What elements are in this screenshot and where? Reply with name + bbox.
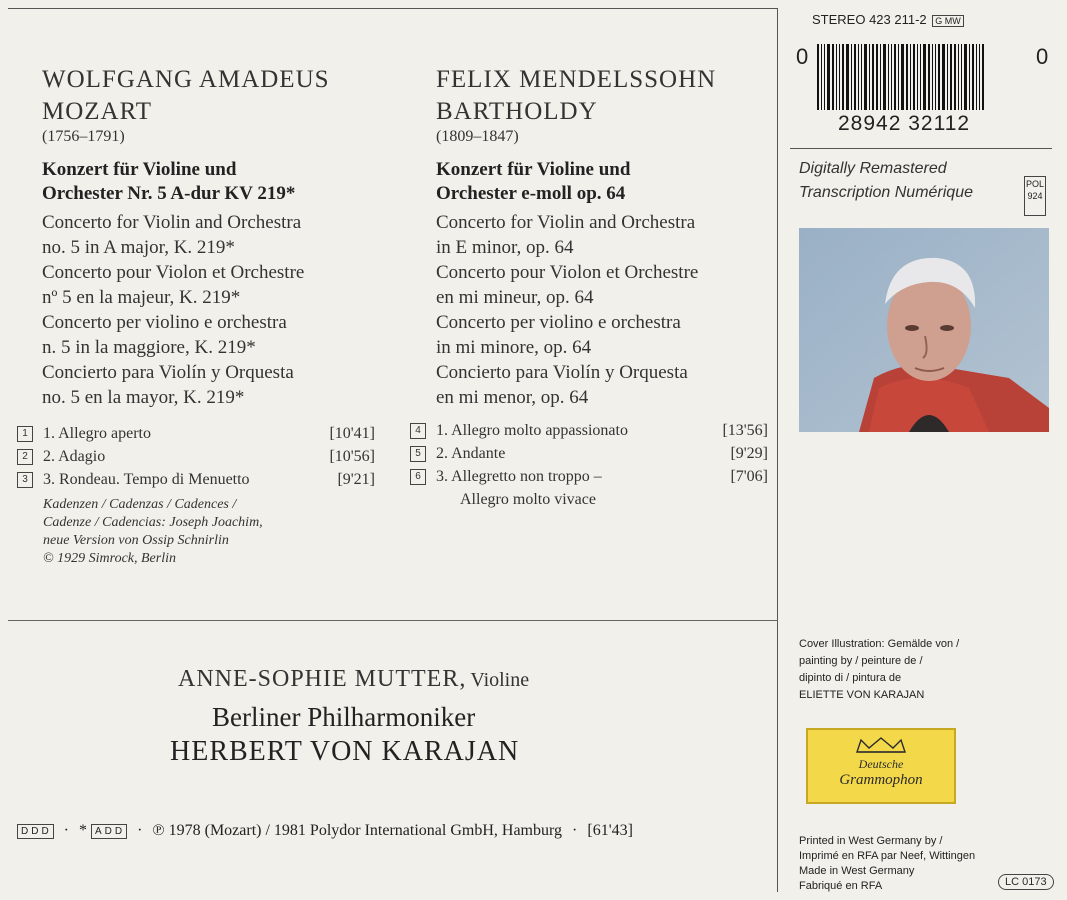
separator: · — [63, 822, 69, 839]
cadenza-line: Kadenzen / Cadenzas / Cadences / — [43, 497, 237, 512]
barcode-bar — [972, 44, 974, 110]
barcode-bar — [827, 44, 830, 110]
asterisk: * — [79, 822, 87, 839]
track-time: [10'41] — [329, 425, 375, 442]
barcode-bar — [883, 44, 886, 110]
cover-credit — [799, 636, 959, 704]
barcode-bar — [854, 44, 856, 110]
barcode-bar — [950, 44, 952, 110]
translation-line: no. 5 in A major, K. 219* — [42, 237, 235, 258]
soloist-instrument: Violine — [470, 669, 530, 691]
barcode-bar — [888, 44, 889, 110]
catalog-number — [812, 12, 964, 27]
composer-dates: (1756–1791) — [42, 128, 125, 145]
track-title: 2. Andante — [436, 445, 506, 462]
track-time: [13'56] — [722, 422, 768, 439]
track-time: [9'29] — [730, 445, 768, 462]
barcode-bar — [969, 44, 970, 110]
barcode-bar — [832, 44, 834, 110]
barcode-bar — [976, 44, 977, 110]
soloist-credit — [178, 666, 529, 693]
catalog-text: STEREO 423 211-2 — [812, 12, 927, 27]
track-row — [17, 423, 375, 445]
crown-icon — [853, 736, 909, 754]
barcode-bar — [923, 44, 926, 110]
copyright-text: ℗ 1978 (Mozart) / 1981 Polydor International GmbH, Hamburg — [152, 822, 563, 839]
barcode-bar — [861, 44, 862, 110]
printed-line: Imprimé en RFA par Neef, Wittingen — [799, 850, 976, 862]
translation-line: in E minor, op. 64 — [436, 237, 574, 258]
composer-name: MOZART — [42, 98, 153, 125]
track-row — [410, 466, 768, 488]
barcode-bar — [869, 44, 870, 110]
barcode-bar — [901, 44, 904, 110]
barcode-bar — [824, 44, 825, 110]
track-title: 2. Adagio — [43, 448, 106, 465]
translation-line: Concerto pour Violon et Orchestre — [436, 262, 699, 283]
barcode-bar — [910, 44, 911, 110]
work-title: Orchester e-moll op. 64 — [436, 183, 626, 204]
work-title: Konzert für Violine und — [42, 159, 237, 180]
translation-line: Concerto for Violin and Orchestra — [436, 212, 696, 233]
remaster-line: Digitally Remastered — [799, 160, 947, 177]
track-row — [410, 420, 768, 442]
catalog-badge: G MW — [932, 15, 964, 27]
track-number-box: 6 — [410, 469, 426, 485]
composer-name: BARTHOLDY — [436, 98, 598, 125]
cover-credit-line: ELIETTE VON KARAJAN — [799, 689, 925, 701]
barcode-bar — [942, 44, 945, 110]
printed-line: Printed in West Germany by / — [799, 835, 943, 847]
barcode-bar — [913, 44, 915, 110]
label-line: Grammophon — [839, 772, 923, 788]
translation-line: en mi mineur, op. 64 — [436, 287, 594, 308]
track-time: [10'56] — [329, 448, 375, 465]
orchestra-name: Berliner Philharmoniker — [212, 702, 476, 732]
track-number-box: 2 — [17, 449, 33, 465]
label-line: Deutsche — [858, 757, 904, 771]
translation-line: no. 5 en la mayor, K. 219* — [42, 387, 245, 408]
translation-line: nº 5 en la majeur, K. 219* — [42, 287, 241, 308]
barcode-bar — [876, 44, 878, 110]
barcode-bar — [880, 44, 881, 110]
track-row — [17, 446, 375, 468]
mozart-work — [42, 158, 304, 410]
section-divider — [8, 620, 778, 621]
barcode-image — [817, 44, 1013, 110]
remaster-line: Transcription Numérique — [799, 184, 973, 201]
track-title: 1. Allegro molto appassionato — [436, 422, 628, 439]
spars-code-box: DDD — [17, 824, 54, 839]
track-title: 3. Rondeau. Tempo di Menuetto — [43, 471, 250, 488]
barcode-bar — [817, 44, 819, 110]
track-title-continuation — [436, 489, 736, 511]
translation-line: Concerto pour Violon et Orchestre — [42, 262, 305, 283]
track-number-box: 4 — [410, 423, 426, 439]
barcode-bar — [872, 44, 874, 110]
divider — [790, 148, 1052, 149]
barcode-bar — [851, 44, 852, 110]
track-row — [410, 443, 768, 465]
cover-credit-line: painting by / peinture de / — [799, 655, 923, 667]
cover-credit-line: Cover Illustration: Gemälde von / — [799, 638, 960, 650]
barcode-bar — [894, 44, 896, 110]
mendelssohn-work — [436, 158, 698, 410]
barcode-bar — [906, 44, 908, 110]
printed-note — [799, 834, 975, 894]
deutsche-grammophon-logo — [806, 728, 956, 804]
barcode-bar — [964, 44, 967, 110]
track-time: [7'06] — [730, 468, 768, 485]
printed-line: Fabriqué en RFA — [799, 880, 883, 892]
barcode-bar — [917, 44, 918, 110]
translation-line: n. 5 in la maggiore, K. 219* — [42, 337, 256, 358]
barcode-digits: 28942 32112 — [838, 112, 971, 135]
work-title: Orchester Nr. 5 A-dur KV 219* — [42, 183, 296, 204]
cadenza-credits — [43, 496, 263, 568]
mozart-section — [42, 64, 330, 146]
composer-dates: (1809–1847) — [436, 128, 519, 145]
track-row — [17, 469, 375, 491]
barcode-bar — [979, 44, 980, 110]
barcode-bar — [839, 44, 840, 110]
barcode-bar — [898, 44, 899, 110]
barcode-left-digit: 0 — [796, 44, 809, 69]
composer-name: FELIX MENDELSSOHN — [436, 66, 717, 93]
barcode-right-digit: 0 — [1036, 44, 1049, 69]
translation-line: in mi minore, op. 64 — [436, 337, 592, 358]
track-number-box: 5 — [410, 446, 426, 462]
mendelssohn-section — [436, 64, 716, 146]
cover-credit-line: dipinto di / pintura de — [799, 672, 902, 684]
total-time: [61'43] — [587, 822, 633, 839]
barcode-bar — [947, 44, 948, 110]
work-title: Konzert für Violine und — [436, 159, 631, 180]
separator: · — [137, 822, 143, 839]
track-title: 3. Allegretto non troppo – — [436, 468, 602, 485]
barcode-bar — [846, 44, 849, 110]
remaster-note — [799, 157, 973, 205]
barcode-bar — [928, 44, 930, 110]
translation-line: Concerto per violino e orchestra — [436, 312, 681, 333]
barcode-bar — [891, 44, 892, 110]
cadenza-line: neue Version von Ossip Schnirlin — [43, 533, 229, 548]
printed-line: Made in West Germany — [799, 865, 915, 877]
footer-line — [17, 822, 633, 840]
pol-code-text: 924 — [1027, 191, 1043, 201]
translation-line: Concierto para Violín y Orquesta — [436, 362, 688, 383]
label-code-badge: LC 0173 — [998, 874, 1054, 890]
barcode-bar — [935, 44, 936, 110]
separator: · — [572, 822, 578, 839]
translation-line: Concerto for Violin and Orchestra — [42, 212, 302, 233]
track-title: Allegro molto vivace — [460, 491, 596, 508]
cadenza-line: © 1929 Simrock, Berlin — [43, 551, 176, 566]
barcode-bar — [858, 44, 859, 110]
spars-code-box: ADD — [91, 824, 127, 839]
barcode-bar — [982, 44, 984, 110]
track-number-box: 3 — [17, 472, 33, 488]
barcode-bar — [958, 44, 959, 110]
barcode-bar — [864, 44, 867, 110]
pol-code-box — [1024, 176, 1046, 216]
track-time: [9'21] — [337, 471, 375, 488]
barcode-bar — [821, 44, 822, 110]
translation-line: Concerto per violino e orchestra — [42, 312, 287, 333]
cadenza-line: Cadenze / Cadencias: Joseph Joachim, — [43, 515, 263, 530]
track-title: 1. Allegro aperto — [43, 425, 151, 442]
cover-portrait-image — [799, 228, 1049, 432]
soloist-name: ANNE-SOPHIE MUTTER, — [178, 666, 467, 692]
translation-line: en mi menor, op. 64 — [436, 387, 589, 408]
conductor-name: HERBERT VON KARAJAN — [170, 736, 520, 767]
barcode-bar — [961, 44, 962, 110]
translation-line: Concierto para Violín y Orquesta — [42, 362, 294, 383]
pol-code-text: POL — [1025, 179, 1044, 189]
composer-name: WOLFGANG AMADEUS — [42, 66, 330, 93]
barcode-bar — [954, 44, 956, 110]
barcode-bar — [920, 44, 921, 110]
track-number-box: 1 — [17, 426, 33, 442]
barcode-bar — [938, 44, 940, 110]
barcode-bar — [836, 44, 837, 110]
barcode-bar — [842, 44, 844, 110]
barcode-bar — [932, 44, 933, 110]
